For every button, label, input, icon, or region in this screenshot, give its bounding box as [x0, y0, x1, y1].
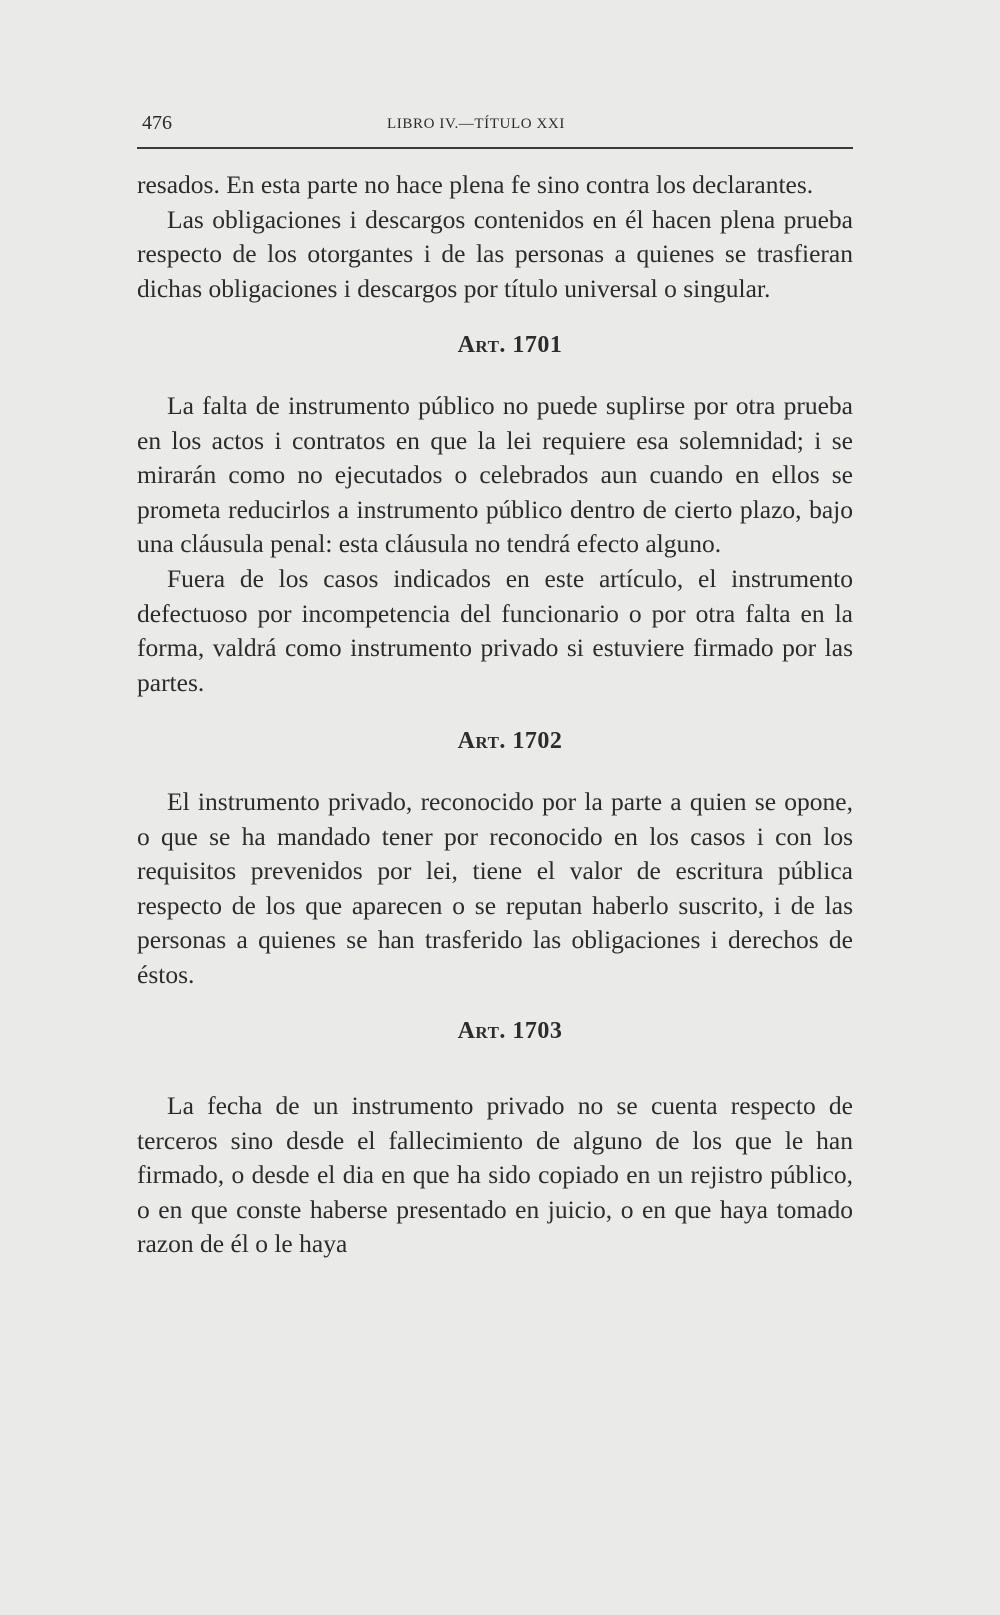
header-rule [137, 147, 853, 149]
page-header [142, 108, 862, 136]
article-heading-1702 [137, 724, 853, 759]
paragraph: La falta de instrumento público no puede suplirse por otra prueba en los actos i contratos en que la lei requiere esa solemnidad; i se mirarán como no ejecutados o celebrados aun cuando en ellos se prometa reducirlos a instrumento público dentro de cierto plazo, bajo una cláusula penal: esta cláusula no tendrá efecto alguno. [137, 390, 853, 559]
article-number: 1701 [512, 332, 563, 359]
running-head: LIBRO IV.—TÍTULO XXI [387, 116, 565, 132]
page-number: 476 [142, 112, 172, 134]
article-number: 1702 [512, 728, 563, 755]
paragraph: Fuera de los casos indicados en este artículo, el instrumento defectuoso por incompetencia del funcionario o por otra falta en la forma, valdrá como instrumento privado si estuviere firmado por las partes. [137, 563, 853, 697]
paragraph: El instrumento privado, reconocido por la parte a quien se opone, o que se ha mandado tener por reconocido en los casos i con los requisitos prevenidos por lei, tiene el valor de escritura pública respecto de los que aparecen o se reputan haberlo suscrito, i de las personas a quienes se han trasferido las obligaciones i derechos de éstos. [137, 786, 853, 989]
paragraph: La fecha de un instrumento privado no se cuenta respecto de terceros sino desde el fallecimiento de alguno de los que le han firmado, o desde el dia en que ha sido copiado en un rejistro público, o en que conste haberse presentado en juicio, o en que haya tomado razon de él o le haya [137, 1091, 853, 1259]
article-label: Art. [457, 1018, 506, 1045]
paragraph: Las obligaciones i descargos contenidos en él hacen plena prueba respecto de los otorgantes i de las personas a quienes se trasfieran dichas obligaciones i descargos por título universal o singular. [137, 204, 853, 303]
paragraph-continuation: resados. En esta parte no hace plena fe sino contra los declarantes. [137, 170, 814, 199]
article-label: Art. [457, 332, 506, 359]
page-body [137, 168, 853, 1262]
article-number: 1703 [512, 1018, 563, 1045]
article-heading-1701 [137, 328, 853, 363]
article-heading-1703 [137, 1014, 853, 1049]
article-label: Art. [457, 728, 506, 755]
